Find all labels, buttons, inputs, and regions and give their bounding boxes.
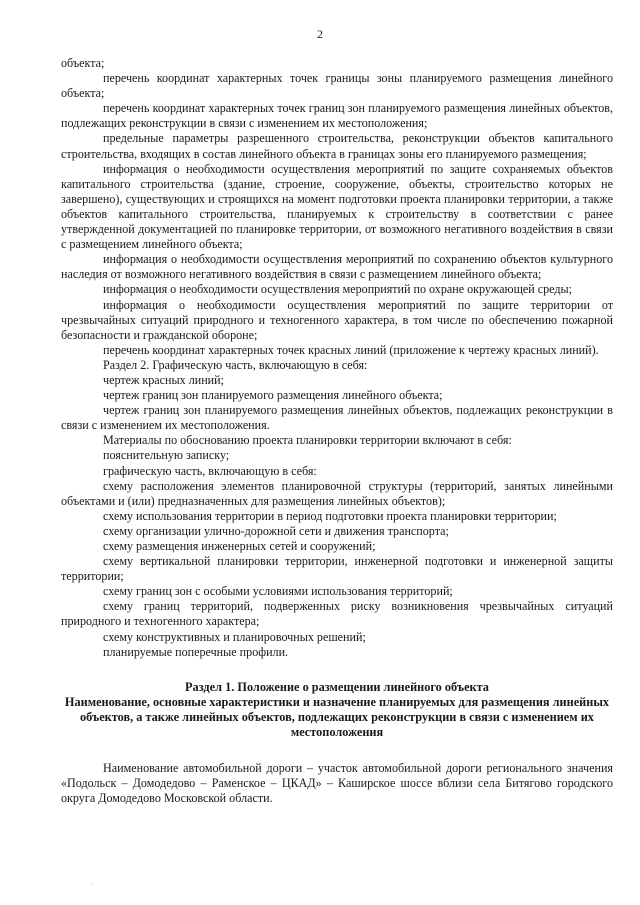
paragraph: чертеж границ зон планируемого размещения линейного объекта; (103, 388, 443, 403)
paragraph: информация о необходимости осуществления мероприятий по охране окружающей среды; (103, 282, 573, 297)
paragraph: Материалы по обоснованию проекта планировки территории включают в себя: (103, 433, 512, 448)
paragraph: чертеж границ зон планируемого размещения линейных объектов, подлежащих реконструкции в связи с изменением их местоположения. (61, 403, 613, 433)
paragraph: Раздел 2. Графическую часть, включающую в себя: (103, 357, 368, 372)
paragraph: схему конструктивных и планировочных решений; (103, 629, 366, 644)
paragraph: информация о необходимости осуществления мероприятий по защите сохраняемых объектов капитального строительства (здание, строение, сооружение, объекты, строительство которых не завершено), существующих и строящихся на момент подготовки проекта планировки территории, а также объектов капитального строительства, планируемых к строительству в соответствии с ранее утвержденной документацией по планировке территории, от возможного негативного воздействия в связи с размещением линейного объекта; (61, 161, 613, 252)
section-subtitle: Наименование, основные характеристики и назначение планируемых для размещения линейных объектов, а также линейных объектов, подлежащих реконструкции в связи с изменением их местоположения (64, 694, 610, 740)
paragraph: схему организации улично-дорожной сети и движения транспорта; (103, 523, 449, 538)
paragraph: информация о необходимости осуществления мероприятий по сохранению объектов культурного наследия от возможного негативного воздействия в связи с размещением линейного объекта; (61, 252, 613, 282)
scan-dot: · (90, 880, 93, 889)
paragraph: планируемые поперечные профили. (103, 644, 289, 659)
paragraph: схему границ территорий, подверженных риску возникновения чрезвычайных ситуаций природного и техногенного характера; (61, 599, 613, 629)
paragraph: чертеж красных линий; (103, 372, 224, 387)
paragraph: объекта; (61, 56, 105, 70)
paragraph: схему использования территории в период подготовки проекта планировки территории; (103, 508, 557, 523)
paragraph: схему размещения инженерных сетей и сооружений; (103, 539, 376, 553)
paragraph: перечень координат характерных точек красных линий (приложение к чертежу красных линий). (103, 342, 599, 357)
paragraph: информация о необходимости осуществления мероприятий по защите территории от чрезвычайных ситуаций природного и техногенного характера, в том числе по обеспечению пожарной безопасности и гражданской обороне; (61, 297, 613, 342)
paragraph: перечень координат характерных точек границ зон планируемого размещения линейных объектов, подлежащих реконструкции в связи с изменением их местоположения; (61, 101, 613, 131)
paragraph: схему расположения элементов планировочной структуры (территорий, занятых линейными объектами и (или) предназначенных для размещения линейных объектов); (61, 478, 613, 508)
section-heading (61, 680, 613, 741)
paragraph: графическую часть, включающую в себя: (103, 463, 317, 478)
paragraph: пояснительную записку; (103, 448, 230, 463)
page-number: 2 (317, 27, 323, 41)
section-title: Раздел 1. Положение о размещении линейного объекта (185, 679, 489, 694)
paragraph: схему границ зон с особыми условиями использования территорий; (103, 584, 453, 599)
paragraph: схему вертикальной планировки территории, инженерной подготовки и инженерной защиты территории; (61, 554, 613, 584)
document-body (61, 56, 613, 806)
road-name-paragraph: Наименование автомобильной дороги – участок автомобильной дороги регионального значения «Подольск – Домодедово – Раменское – ЦКАД» – Каширское шоссе вблизи села Битягово городского округа Домодедово Московской области. (61, 760, 613, 805)
paragraph: перечень координат характерных точек границы зоны планируемого размещения линейного объекта; (61, 71, 613, 101)
paragraph: предельные параметры разрешенного строительства, реконструкции объектов капитального строительства, входящих в состав линейного объекта в границах зоны его планируемого размещения; (61, 131, 613, 161)
